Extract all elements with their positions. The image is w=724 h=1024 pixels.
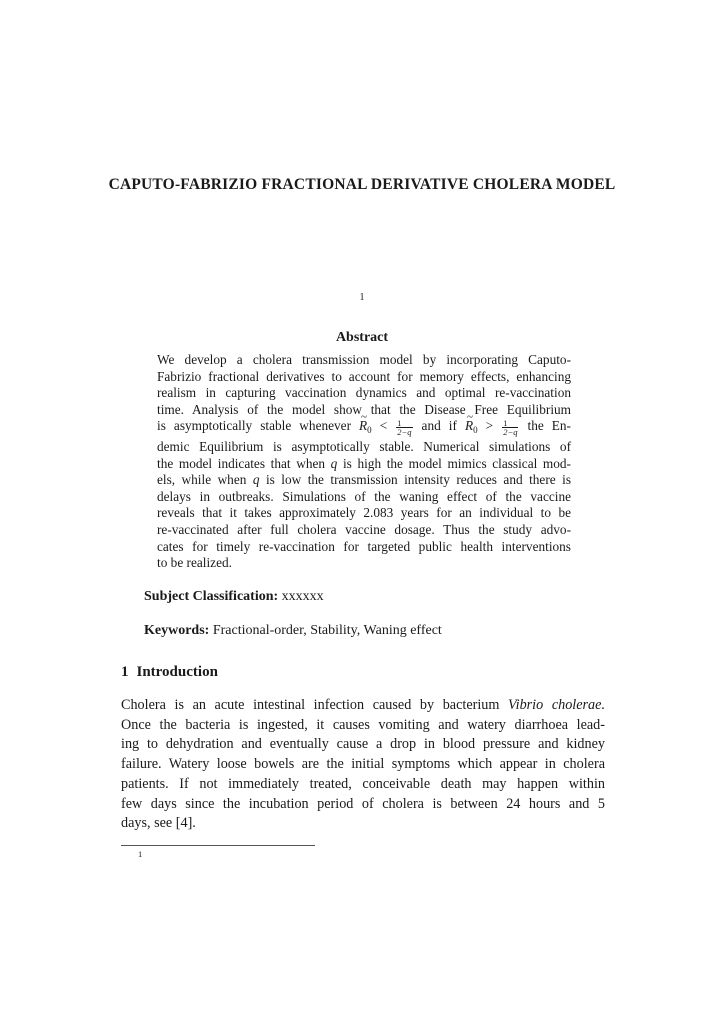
q-symbol: q: [330, 455, 338, 471]
introduction-paragraph: [121, 696, 605, 834]
fraction-numerator: 1: [502, 419, 518, 428]
text: is low the transmission intensity reduces and there is: [259, 472, 572, 488]
subject-classification: [144, 589, 324, 605]
abstract-line: time. Analysis of the model show that the Disease Free Equilibrium: [157, 401, 571, 417]
intro-line: patients. If not immediately treated, conceivable death may happen within: [121, 775, 605, 792]
subject-classification-label: Subject Classification:: [144, 589, 279, 604]
abstract-line: re-vaccinated after full cholera vaccine dosage. Thus the study advo-: [157, 521, 571, 537]
footnote-rule: [121, 845, 315, 846]
fraction-numerator: 1: [396, 419, 412, 428]
intro-line: ing to dehydration and eventually cause a drop in blood pressure and kidney: [121, 736, 605, 753]
fraction-denominator: 2−q: [397, 426, 412, 437]
section-heading: [121, 664, 218, 681]
abstract-math-line: [157, 418, 571, 439]
abstract-body: [157, 352, 571, 572]
r-tilde-symbol: ~ R: [359, 418, 367, 435]
abstract-line: demic Equilibrium is asymptotically stable. Numerical simulations of: [157, 438, 571, 454]
abstract-q-line: [157, 456, 571, 473]
q-symbol: q: [252, 472, 260, 488]
r-subscript: 0: [367, 425, 372, 436]
text: Cholera is an acute intestinal infection caused by bacterium: [121, 697, 509, 713]
section-number: 1: [121, 664, 129, 680]
intro-line: failure. Watery loose bowels are the initial symptoms which appear in cholera: [121, 756, 605, 773]
intro-line: [121, 696, 605, 716]
keywords-label: Keywords:: [144, 623, 210, 638]
math-text-after: the En-: [519, 418, 571, 434]
text: the model indicates that when: [157, 455, 331, 471]
keywords-value: Fractional-order, Stability, Waning effect: [212, 623, 442, 638]
intro-line: few days since the incubation period of cholera is between 24 hours and 5: [121, 795, 605, 812]
section-title: Introduction: [136, 664, 218, 680]
abstract-line: Fabrizio fractional derivatives to account for memory effects, enhancing: [157, 368, 571, 384]
fraction: [502, 419, 518, 436]
less-than-symbol: <: [371, 418, 396, 434]
abstract-q-line: [157, 472, 571, 489]
r-tilde-symbol: ~ R: [465, 418, 473, 435]
abstract-line: to be realized.: [157, 555, 232, 571]
footnote-mark: 1: [138, 849, 143, 859]
abstract-line: cates for timely re-vaccination for targeted public health interventions: [157, 538, 571, 554]
intro-line: days, see [4].: [121, 815, 196, 832]
title-footnote-mark: 1: [359, 292, 365, 303]
abstract-heading: Abstract: [335, 330, 389, 345]
subject-classification-value: xxxxxx: [281, 589, 324, 604]
abstract-line: reveals that it takes approximately 2.083 years for an individual to be: [157, 505, 571, 521]
math-text-before: is asymptotically stable whenever: [157, 418, 360, 434]
abstract-line: delays in outbreaks. Simulations of the waning effect of the vaccine: [157, 488, 571, 504]
fraction: [396, 419, 412, 436]
abstract-line: realism in capturing vaccination dynamics and optimal re-vaccination: [157, 385, 571, 401]
keywords: [144, 623, 442, 639]
math-text-middle: and if: [413, 418, 465, 434]
intro-line: Once the bacteria is ingested, it causes vomiting and watery diarrhoea lead-: [121, 716, 605, 733]
paper-title: CAPUTO-FABRIZIO FRACTIONAL DERIVATIVE CHOLERA MODEL: [108, 176, 616, 193]
text: is high the model mimics classical mod-: [337, 455, 571, 471]
species-name: Vibrio cholerae.: [508, 697, 605, 713]
r-subscript: 0: [473, 425, 478, 436]
fraction-denominator: 2−q: [503, 426, 518, 437]
abstract-line: We develop a cholera transmission model by incorporating Caputo-: [157, 352, 571, 367]
text: els, while when: [157, 472, 253, 488]
greater-than-symbol: >: [477, 418, 502, 434]
